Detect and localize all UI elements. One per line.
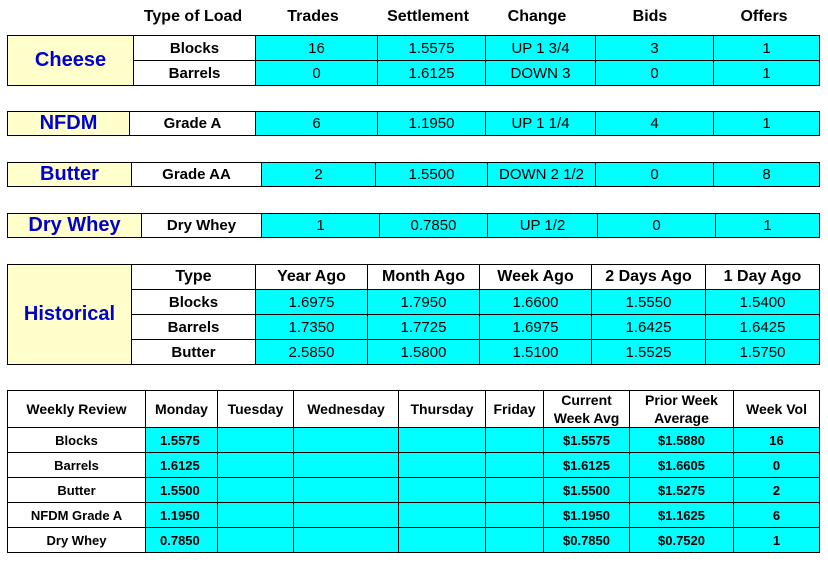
weekly-wednesday-value bbox=[294, 478, 399, 503]
weekly-monday-value: 0.7850 bbox=[146, 528, 218, 553]
weekly-friday-value bbox=[486, 503, 544, 528]
weekly-row-label: Barrels bbox=[8, 453, 146, 478]
nfdm-settlement: 1.1950 bbox=[378, 112, 486, 136]
cheese-barrels-bids: 0 bbox=[596, 61, 714, 86]
butter-type: Grade AA bbox=[132, 163, 262, 187]
dry-whey-trades: 1 bbox=[262, 214, 380, 238]
historical-barrels-year-ago: 1.7350 bbox=[256, 315, 368, 340]
cheese-blocks-bids: 3 bbox=[596, 36, 714, 61]
dry-whey-settlement: 0.7850 bbox=[380, 214, 488, 238]
historical-barrels-1-day-ago: 1.6425 bbox=[706, 315, 820, 340]
weekly-current-avg-value: $1.1950 bbox=[544, 503, 630, 528]
nfdm-change: UP 1 1/4 bbox=[486, 112, 596, 136]
prior-week-average-line1: Prior Week bbox=[645, 392, 718, 408]
nfdm-offers: 1 bbox=[714, 112, 820, 136]
cheese-label: Cheese bbox=[8, 36, 134, 86]
historical-barrels-2-days-ago: 1.6425 bbox=[592, 315, 706, 340]
cheese-blocks-type: Blocks bbox=[134, 36, 256, 61]
weekly-header-tuesday: Tuesday bbox=[218, 391, 294, 428]
historical-blocks-year-ago: 1.6975 bbox=[256, 290, 368, 315]
nfdm-table bbox=[7, 111, 820, 136]
weekly-row-label: NFDM Grade A bbox=[8, 503, 146, 528]
cheese-blocks-offers: 1 bbox=[714, 36, 820, 61]
weekly-tuesday-value bbox=[218, 453, 294, 478]
weekly-thursday-value bbox=[399, 453, 486, 478]
weekly-vol-value: 16 bbox=[734, 428, 820, 453]
butter-table bbox=[7, 162, 820, 187]
cheese-barrels-change: DOWN 3 bbox=[486, 61, 596, 86]
cheese-barrels-settlement: 1.6125 bbox=[378, 61, 486, 86]
weekly-vol-value: 0 bbox=[734, 453, 820, 478]
weekly-vol-value: 1 bbox=[734, 528, 820, 553]
dry-whey-change: UP 1/2 bbox=[488, 214, 598, 238]
historical-butter-type: Butter bbox=[132, 340, 256, 365]
header-change: Change bbox=[507, 8, 567, 25]
header-type-of-load: Type of Load bbox=[143, 8, 243, 25]
weekly-row-label: Butter bbox=[8, 478, 146, 503]
historical-blocks-1-day-ago: 1.5400 bbox=[706, 290, 820, 315]
weekly-prior-avg-value: $1.1625 bbox=[630, 503, 734, 528]
cheese-blocks-trades: 16 bbox=[256, 36, 378, 61]
weekly-header-review: Weekly Review bbox=[8, 391, 146, 428]
weekly-header-thursday: Thursday bbox=[399, 391, 486, 428]
cheese-blocks-settlement: 1.5575 bbox=[378, 36, 486, 61]
nfdm-type: Grade A bbox=[130, 112, 256, 136]
historical-butter-month-ago: 1.5800 bbox=[368, 340, 480, 365]
nfdm-bids: 4 bbox=[596, 112, 714, 136]
historical-header-month-ago: Month Ago bbox=[368, 265, 480, 290]
header-settlement: Settlement bbox=[387, 8, 469, 25]
weekly-thursday-value bbox=[399, 428, 486, 453]
historical-blocks-week-ago: 1.6600 bbox=[480, 290, 592, 315]
historical-butter-week-ago: 1.5100 bbox=[480, 340, 592, 365]
weekly-row-label: Dry Whey bbox=[8, 528, 146, 553]
weekly-prior-avg-value: $0.7520 bbox=[630, 528, 734, 553]
weekly-monday-value: 1.6125 bbox=[146, 453, 218, 478]
historical-header-type: Type bbox=[132, 265, 256, 290]
historical-blocks-month-ago: 1.7950 bbox=[368, 290, 480, 315]
weekly-friday-value bbox=[486, 428, 544, 453]
weekly-tuesday-value bbox=[218, 503, 294, 528]
cheese-table bbox=[7, 35, 820, 86]
weekly-tuesday-value bbox=[218, 478, 294, 503]
butter-label: Butter bbox=[8, 163, 132, 187]
historical-blocks-type: Blocks bbox=[132, 290, 256, 315]
weekly-wednesday-value bbox=[294, 528, 399, 553]
header-offers: Offers bbox=[740, 8, 788, 25]
weekly-friday-value bbox=[486, 528, 544, 553]
historical-butter-1-day-ago: 1.5750 bbox=[706, 340, 820, 365]
current-week-avg-line2: Week Avg bbox=[553, 410, 620, 426]
weekly-prior-avg-value: $1.5880 bbox=[630, 428, 734, 453]
weekly-header-monday: Monday bbox=[146, 391, 218, 428]
dry-whey-label: Dry Whey bbox=[8, 214, 142, 238]
historical-header-week-ago: Week Ago bbox=[480, 265, 592, 290]
historical-barrels-week-ago: 1.6975 bbox=[480, 315, 592, 340]
weekly-row-label: Blocks bbox=[8, 428, 146, 453]
historical-blocks-2-days-ago: 1.5550 bbox=[592, 290, 706, 315]
dry-whey-table bbox=[7, 213, 820, 238]
prior-week-average-line2: Average bbox=[654, 410, 709, 426]
cheese-barrels-type: Barrels bbox=[134, 61, 256, 86]
weekly-thursday-value bbox=[399, 528, 486, 553]
weekly-header-week-vol: Week Vol bbox=[734, 391, 820, 428]
weekly-monday-value: 1.5575 bbox=[146, 428, 218, 453]
historical-header-year-ago: Year Ago bbox=[256, 265, 368, 290]
butter-bids: 0 bbox=[596, 163, 714, 187]
weekly-current-avg-value: $1.6125 bbox=[544, 453, 630, 478]
weekly-vol-value: 6 bbox=[734, 503, 820, 528]
weekly-vol-value: 2 bbox=[734, 478, 820, 503]
weekly-wednesday-value bbox=[294, 428, 399, 453]
weekly-header-current-week-avg bbox=[544, 391, 630, 428]
butter-trades: 2 bbox=[262, 163, 376, 187]
historical-butter-year-ago: 2.5850 bbox=[256, 340, 368, 365]
historical-butter-2-days-ago: 1.5525 bbox=[592, 340, 706, 365]
weekly-wednesday-value bbox=[294, 453, 399, 478]
weekly-current-avg-value: $1.5575 bbox=[544, 428, 630, 453]
weekly-review-table bbox=[7, 390, 820, 553]
weekly-monday-value: 1.5500 bbox=[146, 478, 218, 503]
historical-header-2-days-ago: 2 Days Ago bbox=[592, 265, 706, 290]
weekly-thursday-value bbox=[399, 478, 486, 503]
cheese-blocks-change: UP 1 3/4 bbox=[486, 36, 596, 61]
cheese-barrels-offers: 1 bbox=[714, 61, 820, 86]
weekly-prior-avg-value: $1.6605 bbox=[630, 453, 734, 478]
weekly-tuesday-value bbox=[218, 428, 294, 453]
weekly-header-friday: Friday bbox=[486, 391, 544, 428]
dry-whey-type: Dry Whey bbox=[142, 214, 262, 238]
butter-change: DOWN 2 1/2 bbox=[488, 163, 596, 187]
header-trades: Trades bbox=[287, 8, 339, 25]
weekly-prior-avg-value: $1.5275 bbox=[630, 478, 734, 503]
header-bids: Bids bbox=[632, 8, 668, 25]
dry-whey-offers: 1 bbox=[716, 214, 820, 238]
historical-barrels-type: Barrels bbox=[132, 315, 256, 340]
weekly-wednesday-value bbox=[294, 503, 399, 528]
dry-whey-bids: 0 bbox=[598, 214, 716, 238]
historical-header-1-day-ago: 1 Day Ago bbox=[706, 265, 820, 290]
nfdm-label: NFDM bbox=[8, 112, 130, 136]
nfdm-trades: 6 bbox=[256, 112, 378, 136]
weekly-current-avg-value: $1.5500 bbox=[544, 478, 630, 503]
weekly-header-prior-week-average bbox=[630, 391, 734, 428]
current-week-avg-line1: Current bbox=[561, 392, 612, 408]
weekly-friday-value bbox=[486, 453, 544, 478]
weekly-tuesday-value bbox=[218, 528, 294, 553]
weekly-monday-value: 1.1950 bbox=[146, 503, 218, 528]
weekly-friday-value bbox=[486, 478, 544, 503]
butter-settlement: 1.5500 bbox=[376, 163, 488, 187]
butter-offers: 8 bbox=[714, 163, 820, 187]
cheese-barrels-trades: 0 bbox=[256, 61, 378, 86]
weekly-thursday-value bbox=[399, 503, 486, 528]
historical-barrels-month-ago: 1.7725 bbox=[368, 315, 480, 340]
weekly-header-wednesday: Wednesday bbox=[294, 391, 399, 428]
weekly-current-avg-value: $0.7850 bbox=[544, 528, 630, 553]
historical-label: Historical bbox=[8, 265, 132, 365]
historical-table bbox=[7, 264, 820, 365]
